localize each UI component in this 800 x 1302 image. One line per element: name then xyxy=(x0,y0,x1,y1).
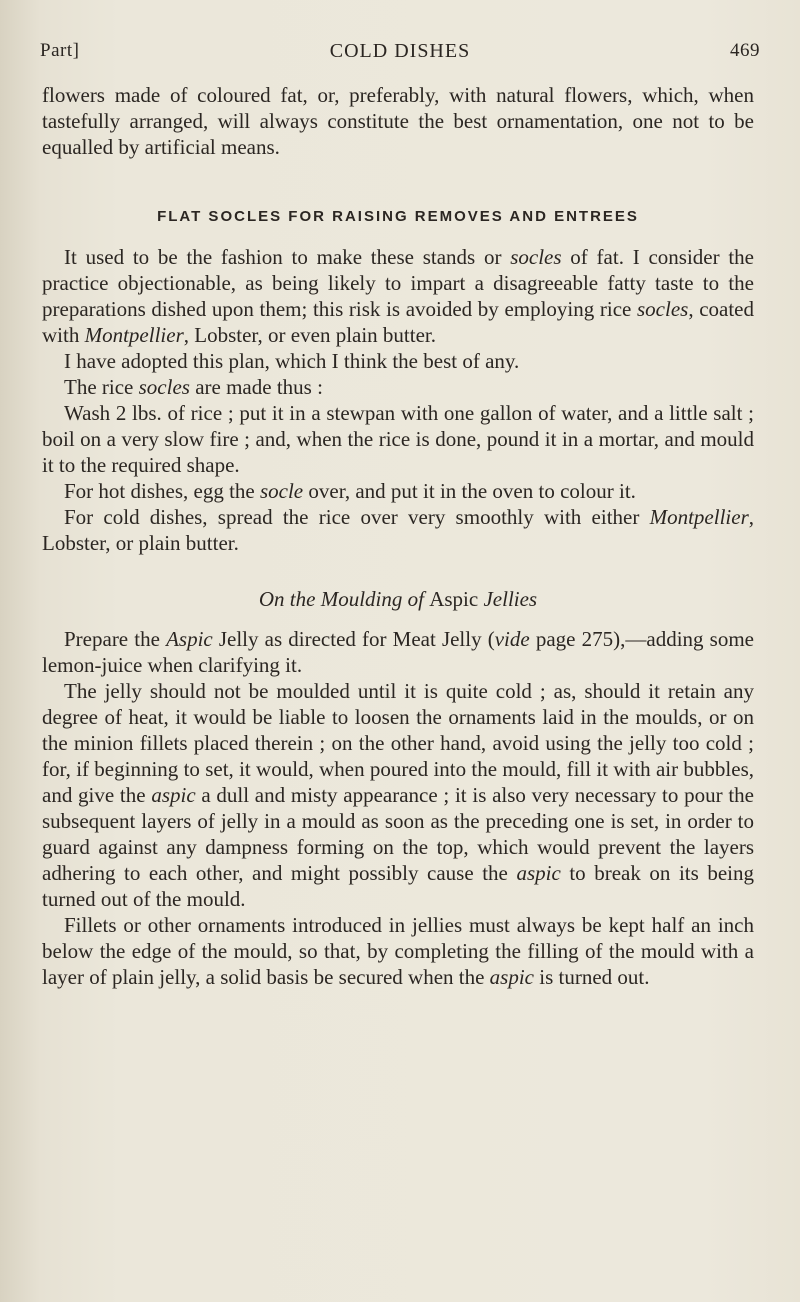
page-body xyxy=(42,82,754,990)
section-heading-aspic: On the Moulding of Aspic Jellies xyxy=(258,587,538,611)
paragraph: It used to be the fashion to make these stands or socles of fat. I consider the practice objectionable, as being likely to impart a disagreeable fatty taste to the preparations dished upon them; this risk is avoided by employing rice socles, coated with Montpellier, Lobster, or even plain butter. xyxy=(42,245,755,347)
paragraph: Prepare the Aspic Jelly as directed for Meat Jelly (vide page 275),—adding some lemon-juice when clarifying it. xyxy=(42,627,754,677)
paragraph: The jelly should not be moulded until it is quite cold ; as, should it retain any degree of heat, it would be liable to loosen the ornaments laid in the moulds, or on the minion fillets placed therein ; on the other hand, avoid using the jelly too cold ; for, if beginning to set, it would, when poured into the mould, fill it with air bubbles, and give the aspic a dull and misty appearance ; it is also very necessary to pour the subsequent layers of jelly in a mould as soon as the preceding one is set, in order to guard against any dampness forming on the top, which would prevent the layers adhering to each other, and might possibly cause the aspic to break on its being turned out of the mould. xyxy=(42,679,754,911)
paragraph: The rice socles are made thus : xyxy=(64,375,323,399)
header-part: Part] xyxy=(40,40,80,61)
header-title: COLD DISHES xyxy=(329,40,471,62)
page-number: 469 xyxy=(730,40,760,61)
section-heading-socles: FLAT SOCLES FOR RAISING REMOVES AND ENTREES xyxy=(157,208,639,225)
paragraph: Fillets or other ornaments introduced in jellies must always be kept half an inch below the edge of the mould, so that, by completing the filling of the mould with a layer of plain jelly, a solid basis be secured when the aspic is turned out. xyxy=(42,913,754,989)
paragraph: For cold dishes, spread the rice over very smoothly with either Montpellier, Lobster, or plain butter. xyxy=(42,505,754,555)
paragraph: Wash 2 lbs. of rice ; put it in a stewpan with one gallon of water, and a little salt ; boil on a very slow fire ; and, when the rice is done, pound it in a mortar, and mould it to the required shape. xyxy=(42,401,754,477)
running-header xyxy=(40,40,760,68)
paragraph: I have adopted this plan, which I think the best of any. xyxy=(64,349,520,373)
intro-paragraph: flowers made of coloured fat, or, preferably, with natural flowers, which, when tastefully arranged, will always constitute the best ornamentation, one not to be equalled by artificial means. xyxy=(42,83,754,159)
paragraph: For hot dishes, egg the socle over, and put it in the oven to colour it. xyxy=(64,479,636,503)
